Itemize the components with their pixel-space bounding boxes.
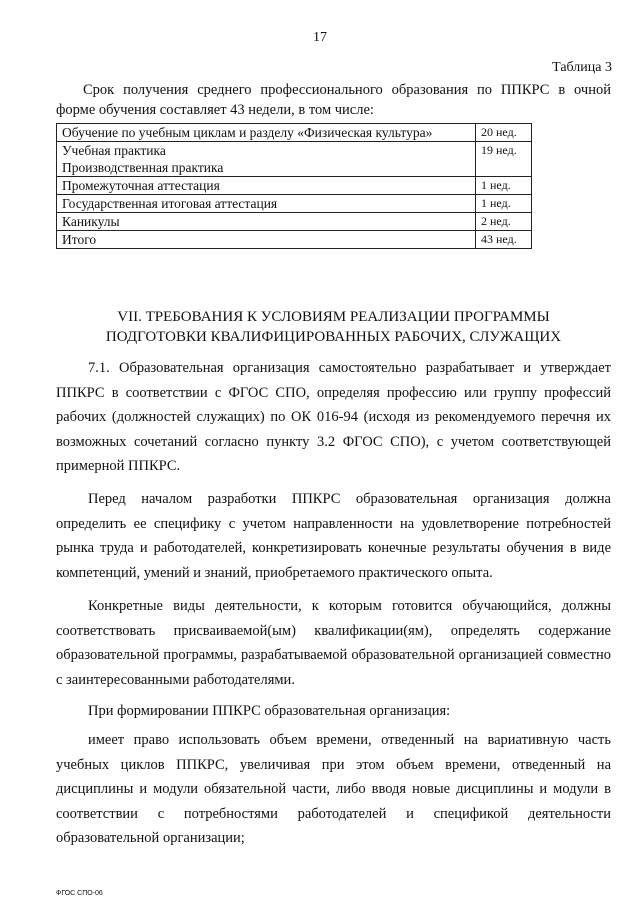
table-row (57, 195, 532, 213)
section-heading-line: VII. ТРЕБОВАНИЯ К УСЛОВИЯМ РЕАЛИЗАЦИИ ПРОГРАММЫ (117, 309, 550, 325)
body-paragraph: Перед началом разработки ППКРС образовательная организация должна определить ее специфику с учетом направленности на удовлетворение потребностей рынка труда и работодателей, конкретизировать конечные результаты обучения в виде компетенций, умений и знаний, приобретаемого практического опыта. (56, 491, 611, 581)
table-cell-label: Производственная практика (57, 159, 476, 177)
table-cell-value: 19 нед. (476, 142, 532, 160)
table-row (57, 142, 532, 160)
table-cell-label: Промежуточная аттестация (57, 177, 476, 195)
table-label: Таблица 3 (552, 60, 612, 75)
table-cell-label: Итого (57, 231, 476, 249)
table-row (57, 177, 532, 195)
table-row (57, 124, 532, 142)
table-row (57, 213, 532, 231)
section-heading (56, 307, 611, 347)
body-paragraph: Конкретные виды деятельности, к которым готовится обучающийся, должны соответствовать присваиваемой(ым) квалификации(ям), определять содержание образовательной программы, разрабатываемой образовательной организацией совместно с заинтересованными работодателями. (56, 598, 611, 688)
table-cell-label: Обучение по учебным циклам и разделу «Физическая культура» (57, 124, 476, 142)
table-cell-label: Каникулы (57, 213, 476, 231)
table-cell-label: Государственная итоговая аттестация (57, 195, 476, 213)
page-number: 17 (313, 30, 327, 45)
table-cell-value: 1 нед. (476, 195, 532, 213)
table-cell-value: 2 нед. (476, 213, 532, 231)
study-duration-table (56, 123, 532, 249)
table-row (57, 231, 532, 249)
footer-label: ФГОС СПО-06 (56, 890, 103, 897)
section-heading-line: ПОДГОТОВКИ КВАЛИФИЦИРОВАННЫХ РАБОЧИХ, СЛУЖАЩИХ (105, 329, 562, 345)
table-cell-label: Учебная практика (57, 142, 476, 160)
intro-paragraph: Срок получения среднего профессионального образования по ППКРС в очной форме обучения составляет 43 недели, в том числе: (56, 82, 611, 118)
table-cell-value: 43 нед. (476, 231, 532, 249)
table-row (57, 159, 532, 177)
table-cell-value: 20 нед. (476, 124, 532, 142)
table-cell-value (476, 159, 532, 177)
table-cell-value: 1 нед. (476, 177, 532, 195)
body-paragraph: 7.1. Образовательная организация самостоятельно разрабатывает и утверждает ППКРС в соответствии с ФГОС СПО, определяя профессию или группу профессий рабочих (должностей служащих) по ОК 016-94 (исходя из рекомендуемого перечня их возможных сочетаний согласно пункту 3.2 ФГОС СПО), с учетом соответствующей примерной ППКРС. (56, 360, 611, 474)
body-paragraph: При формировании ППКРС образовательная организация: (88, 703, 451, 719)
body-paragraph: имеет право использовать объем времени, отведенный на вариативную часть учебных циклов ППКРС, увеличивая при этом объем времени, отведенный на дисциплины и модули обязательной части, либо вводя новые дисциплины и модули в соответствии с потребностями работодателей и спецификой деятельности образовательной организации; (56, 732, 611, 846)
